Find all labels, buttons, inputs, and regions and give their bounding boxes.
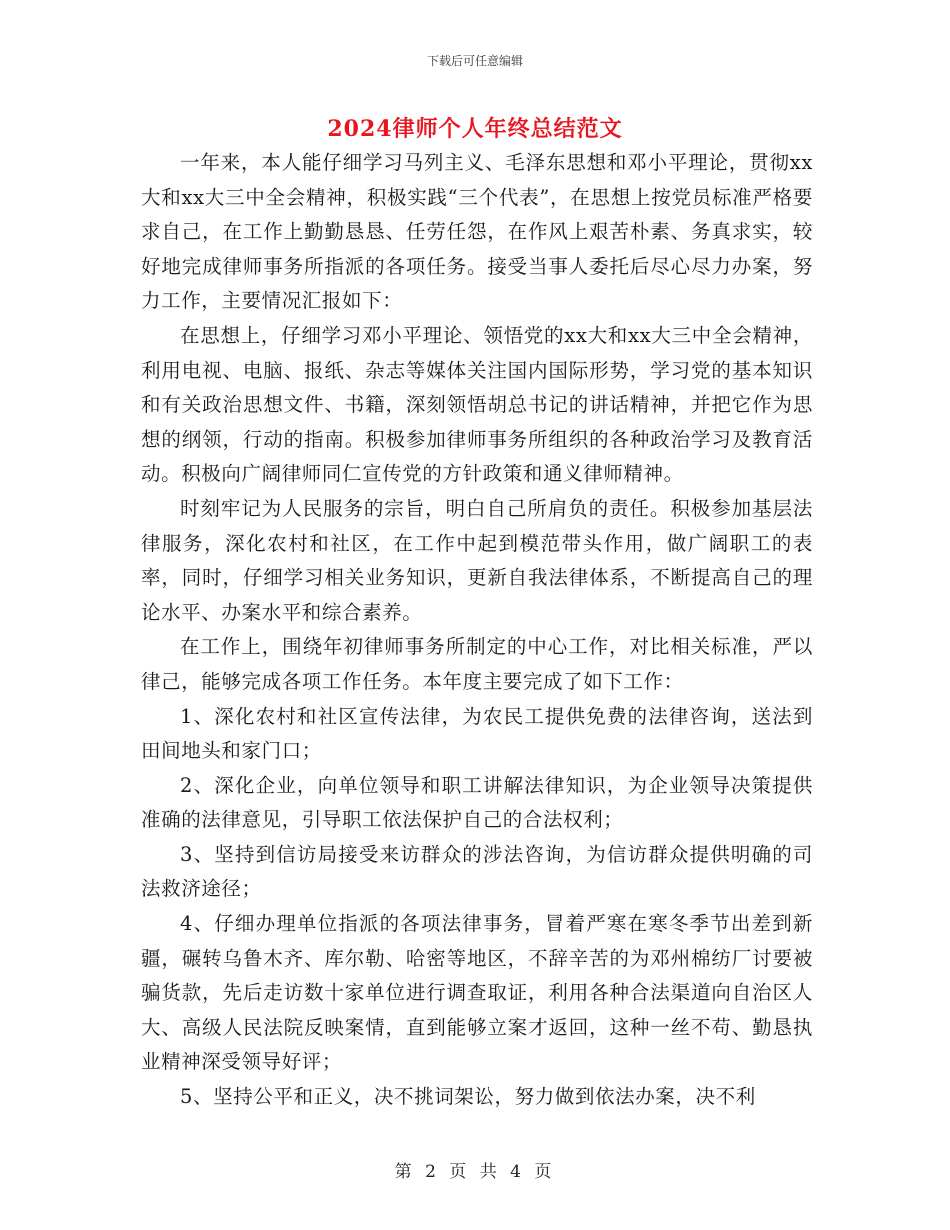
paragraph-work: 在工作上，围绕年初律师事务所制定的中心工作，对比相关标准，严以律己，能够完成各项工作任务。本年度主要完成了如下工作： <box>141 635 813 693</box>
paragraph-intro: 一年来，本人能仔细学习马列主义、毛泽东思想和邓小平理论，贯彻xx大和xx大三中全会精神，积极实践“三个代表”，在思想上按党员标准严格要求自己，在工作上勤勤恳恳、任劳任怨，在作风上艰苦朴素、务真求实，较好地完成律师事务所指派的各项任务。接受当事人委托后尽心尽力办案，努力工作，主要情况汇报如下： <box>141 151 813 313</box>
list-item-3: 3、坚持到信访局接受来访群众的涉法咨询，为信访群众提供明确的司法救济途径； <box>141 842 813 901</box>
page-header-note: 下载后可任意编辑 <box>426 54 523 68</box>
paragraph-service: 时刻牢记为人民服务的宗旨，明白自己所肩负的责任。积极参加基层法律服务，深化农村和社区，在工作中起到模范带头作用，做广阔职工的表率，同时，仔细学习相关业务知识，更新自我法律体系，不断提高自己的理论水平、办案水平和综合素养。 <box>141 496 813 624</box>
list-item-1: 1、深化农村和社区宣传法律，为农民工提供免费的法律咨询，送法到田间地头和家门口； <box>141 704 813 763</box>
list-item-5: 5、坚持公平和正义，决不挑词架讼，努力做到依法办案，决不利 <box>180 1085 756 1109</box>
document-body <box>141 146 813 1115</box>
document-title: 2024律师个人年终总结范文 <box>327 116 623 142</box>
list-item-4: 4、仔细办理单位指派的各项法律事务，冒着严寒在寒冬季节出差到新疆，碾转乌鲁木齐、库尔勒、哈密等地区，不辞辛苦的为邓州棉纺厂讨要被骗货款，先后走访数十家单位进行调查取证，利用各种合法渠道向自治区人大、高级人民法院反映案情，直到能够立案才返回，这种一丝不苟、勤恳执业精神深受领导好评； <box>141 912 813 1074</box>
list-item-2: 2、深化企业，向单位领导和职工讲解法律知识，为企业领导决策提供准确的法律意见，引导职工依法保护自己的合法权利； <box>141 773 813 832</box>
page-number-footer: 第 2 页 共 4 页 <box>394 1162 556 1182</box>
paragraph-thought: 在思想上，仔细学习邓小平理论、领悟党的xx大和xx大三中全会精神，利用电视、电脑、报纸、杂志等媒体关注国内国际形势，学习党的基本知识和有关政治思想文件、书籍，深刻领悟胡总书记的讲话精神，并把它作为思想的纲领，行动的指南。积极参加律师事务所组织的各种政治学习及教育活动。积极向广阔律师同仁宣传党的方针政策和通义律师精神。 <box>141 323 813 486</box>
